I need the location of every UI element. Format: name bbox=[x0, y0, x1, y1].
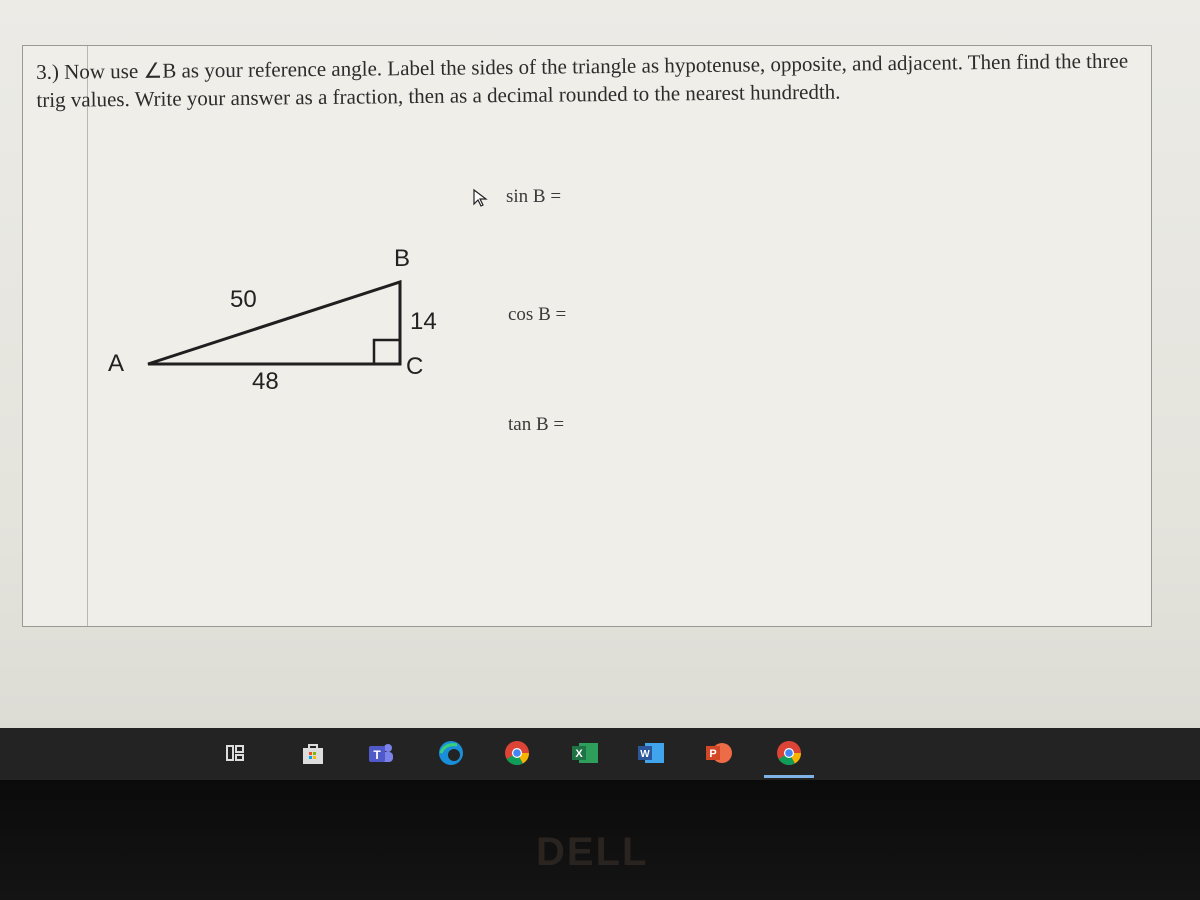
sin-b-label: sin B = bbox=[506, 186, 562, 207]
cursor-icon bbox=[472, 188, 494, 208]
side-bc-length: 14 bbox=[410, 308, 437, 335]
chrome-icon[interactable] bbox=[774, 738, 804, 768]
vertex-a-label: A bbox=[108, 350, 125, 377]
task-view-icon[interactable] bbox=[220, 738, 250, 768]
hypotenuse-length: 50 bbox=[230, 286, 257, 313]
chrome-icon[interactable] bbox=[502, 738, 532, 768]
cos-b-label: cos B = bbox=[508, 304, 567, 325]
word-icon[interactable] bbox=[636, 738, 666, 768]
triangle-diagram bbox=[100, 240, 420, 380]
active-app-indicator bbox=[764, 775, 814, 778]
excel-letter: X bbox=[575, 748, 583, 760]
word-letter: W bbox=[640, 749, 650, 760]
excel-icon[interactable] bbox=[570, 738, 600, 768]
svg-text:T: T bbox=[373, 748, 381, 762]
teams-icon[interactable] bbox=[366, 738, 396, 768]
edge-icon[interactable] bbox=[436, 738, 466, 768]
question-text: 3.) Now use ∠B as your reference angle. Label the sides of the triangle as hypotenuse, opposite, and adjacent. Then find the three trig values. Write your answer as a fraction, then as a decimal rounded to the nearest hundredth. bbox=[36, 48, 1129, 112]
store-icon[interactable] bbox=[298, 738, 328, 768]
taskbar bbox=[0, 728, 1200, 780]
brand-logo: DELL bbox=[536, 830, 649, 874]
triangle-shape bbox=[148, 282, 400, 364]
vertex-b-label: B bbox=[394, 245, 411, 272]
vertex-c-label: C bbox=[406, 353, 424, 380]
side-ac-length: 48 bbox=[252, 368, 279, 395]
tan-b-label: tan B = bbox=[508, 414, 565, 435]
right-angle-marker bbox=[374, 340, 400, 364]
powerpoint-letter: P bbox=[709, 748, 717, 760]
powerpoint-icon[interactable] bbox=[704, 738, 734, 768]
